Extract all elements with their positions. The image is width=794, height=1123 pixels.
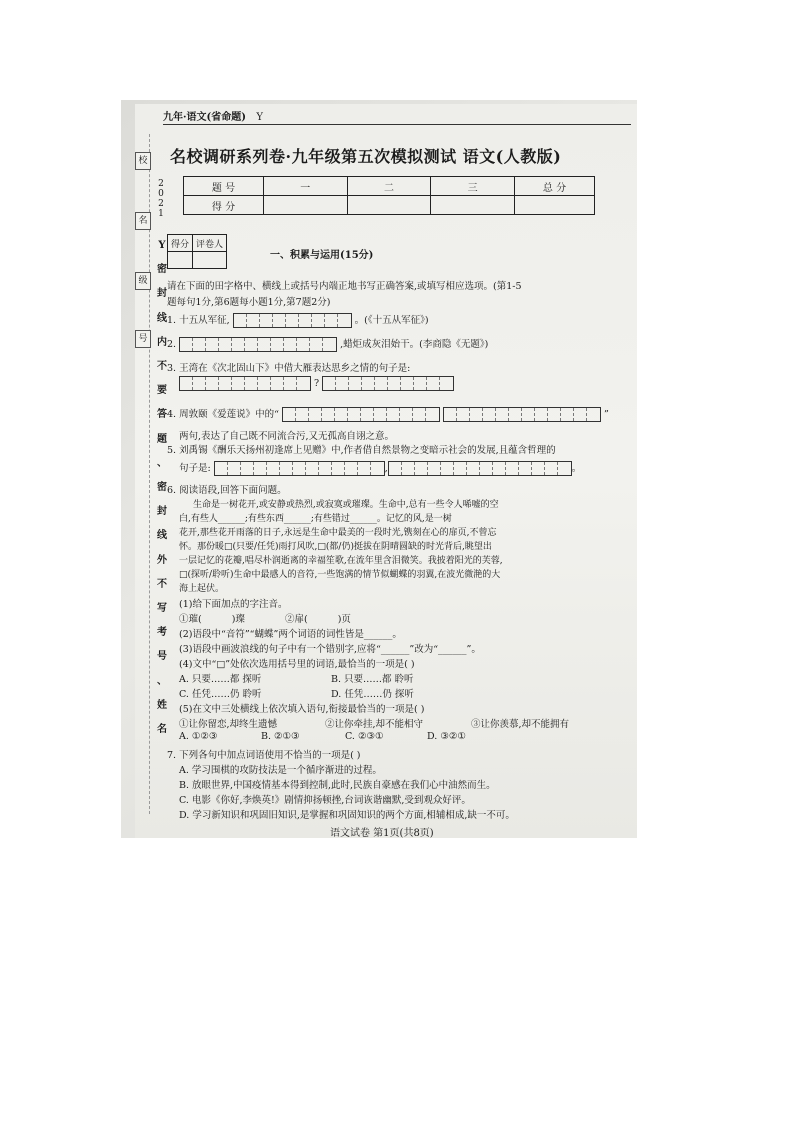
- sub-question-5: (5)在文中三处横线上依次填入语句,衔接最恰当的一项是( ): [179, 704, 425, 715]
- pinyin-item: ①璀(: [179, 614, 202, 625]
- side-char: 号: [157, 651, 167, 663]
- q2-prefix: 2.: [167, 339, 177, 350]
- side-char: 答: [157, 409, 167, 421]
- side-char: 内: [157, 336, 167, 348]
- side-char: 、: [157, 675, 167, 687]
- answer-grid[interactable]: [388, 461, 572, 476]
- question-1: [167, 312, 429, 328]
- score-header-cell: 三: [431, 177, 515, 196]
- side-char: 、: [157, 457, 167, 469]
- binding-line: [149, 134, 150, 814]
- answer-grid[interactable]: [322, 376, 454, 391]
- side-char: 线: [157, 312, 167, 324]
- question-4: [167, 406, 609, 422]
- score-cell[interactable]: [347, 196, 431, 215]
- question-4-line-2: 两句,表达了自己既不同流合污,又无孤高自诩之意。: [179, 431, 395, 442]
- grader-box: [167, 234, 227, 269]
- score-row-label: 得 分: [184, 196, 264, 215]
- passage-line: 一层记忆的花瓣,唱尽朴润逝离的幸福笙歌,在流年里含泪微笑。我披着阳光的芙蓉,: [179, 556, 503, 566]
- page-title: 名校调研系列卷·九年级第五次模拟测试 语文(人教版): [170, 147, 562, 166]
- side-char: 题: [157, 433, 167, 445]
- score-header-cell: 一: [263, 177, 347, 196]
- option-a[interactable]: A. 学习围棋的攻防技法是一个循序渐进的过程。: [179, 765, 382, 776]
- grader-name-label: 评卷人: [193, 235, 227, 252]
- question-5-stem: 5. 刘禹锡《酬乐天扬州初逢席上见赠》中,作者借自然景物之变暗示社会的发展,且蕴含哲理的: [167, 445, 556, 456]
- q1-prefix: 1. 十五从军征,: [167, 315, 230, 326]
- score-header-cell: 总 分: [514, 177, 594, 196]
- binding-strip: [135, 104, 175, 838]
- pinyin-item: )页: [337, 614, 351, 625]
- header-rule: [163, 124, 631, 125]
- option-a[interactable]: A. ①②③: [179, 731, 218, 742]
- option-c[interactable]: C. ②③①: [345, 731, 384, 742]
- q4-prefix: 4. 周敦颐《爱莲说》中的“: [167, 409, 279, 420]
- passage-line: 白,有些人______;有些东西______;有些错过______。记忆的风,是一树: [179, 514, 452, 524]
- side-char: 密: [157, 482, 167, 494]
- side-box-2: 名: [135, 212, 151, 230]
- sub-question-1-items: [179, 611, 351, 625]
- pinyin-item: )璨: [231, 614, 245, 625]
- passage-line: 花开,那些花开雨落的日子,永远是生命中最美的一段时光,镌刻在心的扉页,不曾忘: [179, 528, 497, 538]
- question-6-intro: 6. 阅读语段,回答下面问题。: [167, 485, 287, 496]
- side-char: 考: [157, 627, 167, 639]
- side-char: 封: [157, 506, 167, 518]
- instructions-line-1: 请在下面的田字格中、横线上或括号内端正地书写正确答案,或填写相应选项。(第1-5: [167, 281, 522, 292]
- side-char: 线: [157, 530, 167, 542]
- sub-question-4: (4)文中“□”处依次选用括号里的词语,最恰当的一项是( ): [179, 659, 415, 670]
- score-table: [183, 176, 595, 215]
- option-a[interactable]: A. 只要……都 探听: [179, 674, 262, 685]
- option-d[interactable]: D. ③②①: [427, 731, 466, 742]
- sentence-1: ①让你留恋,却终生遗憾: [179, 719, 278, 730]
- answer-grid[interactable]: [443, 407, 601, 422]
- option-b[interactable]: B. 放眼世界,中国疫情基本得到控制,此时,民族自豪感在我们心中油然而生。: [179, 780, 496, 791]
- side-char: 外: [157, 554, 167, 566]
- q1-suffix: 。(《十五从军征》): [354, 315, 429, 326]
- question-2: [167, 336, 488, 352]
- side-box-1: 校: [135, 152, 151, 170]
- q5-prefix: 句子是:: [179, 463, 211, 474]
- running-header: [163, 108, 263, 123]
- score-header-cell: 题 号: [184, 177, 264, 196]
- option-b[interactable]: B. 只要……都 聆听: [331, 674, 414, 685]
- option-b[interactable]: B. ②①③: [261, 731, 300, 742]
- q3-mark: ?: [314, 378, 320, 389]
- side-char: 不: [157, 578, 167, 590]
- option-c[interactable]: C. 任凭……仍 聆听: [179, 689, 262, 700]
- q4-suffix: ”: [604, 409, 609, 420]
- section-heading: 一、积累与运用(15分): [270, 250, 374, 261]
- side-year: [157, 179, 167, 219]
- answer-grid[interactable]: [282, 407, 440, 422]
- question-3-stem: 3. 王湾在《次北固山下》中借大雁表达思乡之情的句子是:: [167, 363, 411, 374]
- question-5-answer: 句子是: , 。: [179, 463, 582, 474]
- sentence-3: ③让你羡慕,却不能拥有: [471, 719, 570, 730]
- passage-line: 海上起伏。: [179, 584, 225, 594]
- side-char: 不: [157, 361, 167, 373]
- side-box-3: 级: [135, 272, 151, 290]
- score-header-cell: 二: [347, 177, 431, 196]
- answer-grid[interactable]: [214, 461, 385, 476]
- sentence-2: ②让你牵挂,却不能相守: [325, 719, 424, 730]
- grader-score-cell[interactable]: [168, 252, 193, 269]
- passage-line: 生命是一树花开,或安静或热烈,或寂寞或璀璨。生命中,总有一些令人唏嘘的空: [193, 500, 499, 510]
- grader-score-label: 得分: [168, 235, 193, 252]
- sub-question-3: (3)语段中画波浪线的句子中有一个错别字,应将“______”改为“______”。: [179, 644, 481, 655]
- side-char: 密: [157, 264, 167, 276]
- answer-grid[interactable]: [233, 313, 352, 328]
- question-7-stem: 7. 下列各句中加点词语使用不恰当的一项是( ): [167, 750, 361, 761]
- side-char: 名: [157, 724, 167, 736]
- passage-line: □(探听/聆听)生命中最感人的音符,一些饱满的情节似蝴蝶的羽翼,在波光微滟的大: [179, 570, 501, 580]
- q2-suffix: ,蜡炬成灰泪始干。(李商隐《无题》): [340, 339, 489, 350]
- exam-label: 九年·语文(省命题): [163, 112, 246, 123]
- score-cell[interactable]: [431, 196, 515, 215]
- side-char: 封: [157, 288, 167, 300]
- sub-question-1: (1)给下面加点的字注音。: [179, 599, 288, 610]
- exam-paper: [135, 104, 637, 838]
- version-label: Y: [256, 112, 264, 123]
- page-footer: 语文试卷 第1页(共8页): [330, 828, 434, 838]
- grader-name-cell[interactable]: [193, 252, 227, 269]
- instructions-line-2: 题每句1分,第6题每小题1分,第7题2分): [167, 297, 331, 308]
- side-box-4: 号: [135, 330, 151, 348]
- score-cell[interactable]: [514, 196, 594, 215]
- question-3-answer: [179, 376, 454, 391]
- answer-grid[interactable]: [179, 376, 311, 391]
- pinyin-item: ②扉(: [285, 614, 308, 625]
- side-char: 姓: [157, 699, 167, 711]
- option-c[interactable]: C. 电影《你好,李焕英!》剧情抑扬顿挫,台词诙谐幽默,受到观众好评。: [179, 795, 471, 806]
- score-cell[interactable]: [263, 196, 347, 215]
- passage-line: 怀。那份暖□(只要/任凭)雨打风吹,□(都/仍)挺拔在阴晴圆缺的时光背后,眺望出: [179, 542, 492, 552]
- side-char: 要: [157, 385, 167, 397]
- side-char: 写: [157, 603, 167, 615]
- sub-question-2: (2)语段中“音符”“蝴蝶”两个词语的词性皆是______。: [179, 629, 402, 640]
- answer-grid[interactable]: [179, 337, 337, 352]
- option-d[interactable]: D. 学习新知识和巩固旧知识,是掌握和巩固知识的两个方面,相辅相成,缺一不可。: [179, 810, 515, 821]
- photo-background: [121, 100, 637, 838]
- side-year-text: 2021: [158, 179, 164, 219]
- side-char: Y: [158, 240, 166, 251]
- option-d[interactable]: D. 任凭……仍 探听: [331, 689, 414, 700]
